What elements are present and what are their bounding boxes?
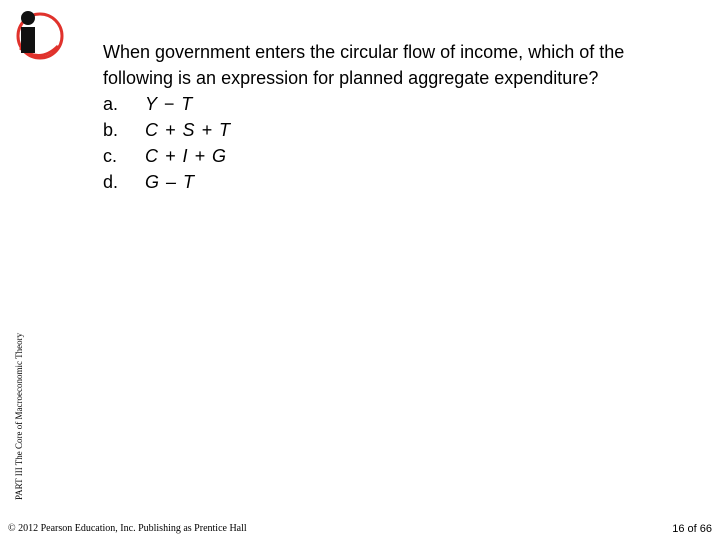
answer-letter: b. [103, 120, 119, 140]
answer-option-a [103, 91, 663, 117]
answer-letter: d. [103, 172, 119, 192]
answer-expression: C + S + T [145, 120, 232, 140]
answer-option-c [103, 143, 663, 169]
part-label: PART III The Core of Macroeconomic Theory [14, 332, 24, 500]
answer-expression: Y − T [145, 94, 194, 114]
copyright-footer: © 2012 Pearson Education, Inc. Publishing as Prentice Hall [8, 523, 247, 534]
question-text: When government enters the circular flow of income, which of the following is an expression for planned aggregate expenditure? [103, 42, 625, 88]
answer-expression: C + I + G [145, 146, 228, 166]
quiz-question-block [103, 39, 663, 195]
answer-letter: c. [103, 146, 118, 166]
answer-letter: a. [103, 94, 119, 114]
answer-expression: G – T [145, 172, 196, 192]
answer-option-d [103, 169, 663, 195]
info-person-icon [6, 8, 66, 60]
answer-list [103, 91, 663, 195]
page-number: 16 of 66 [672, 523, 712, 535]
answer-option-b [103, 117, 663, 143]
